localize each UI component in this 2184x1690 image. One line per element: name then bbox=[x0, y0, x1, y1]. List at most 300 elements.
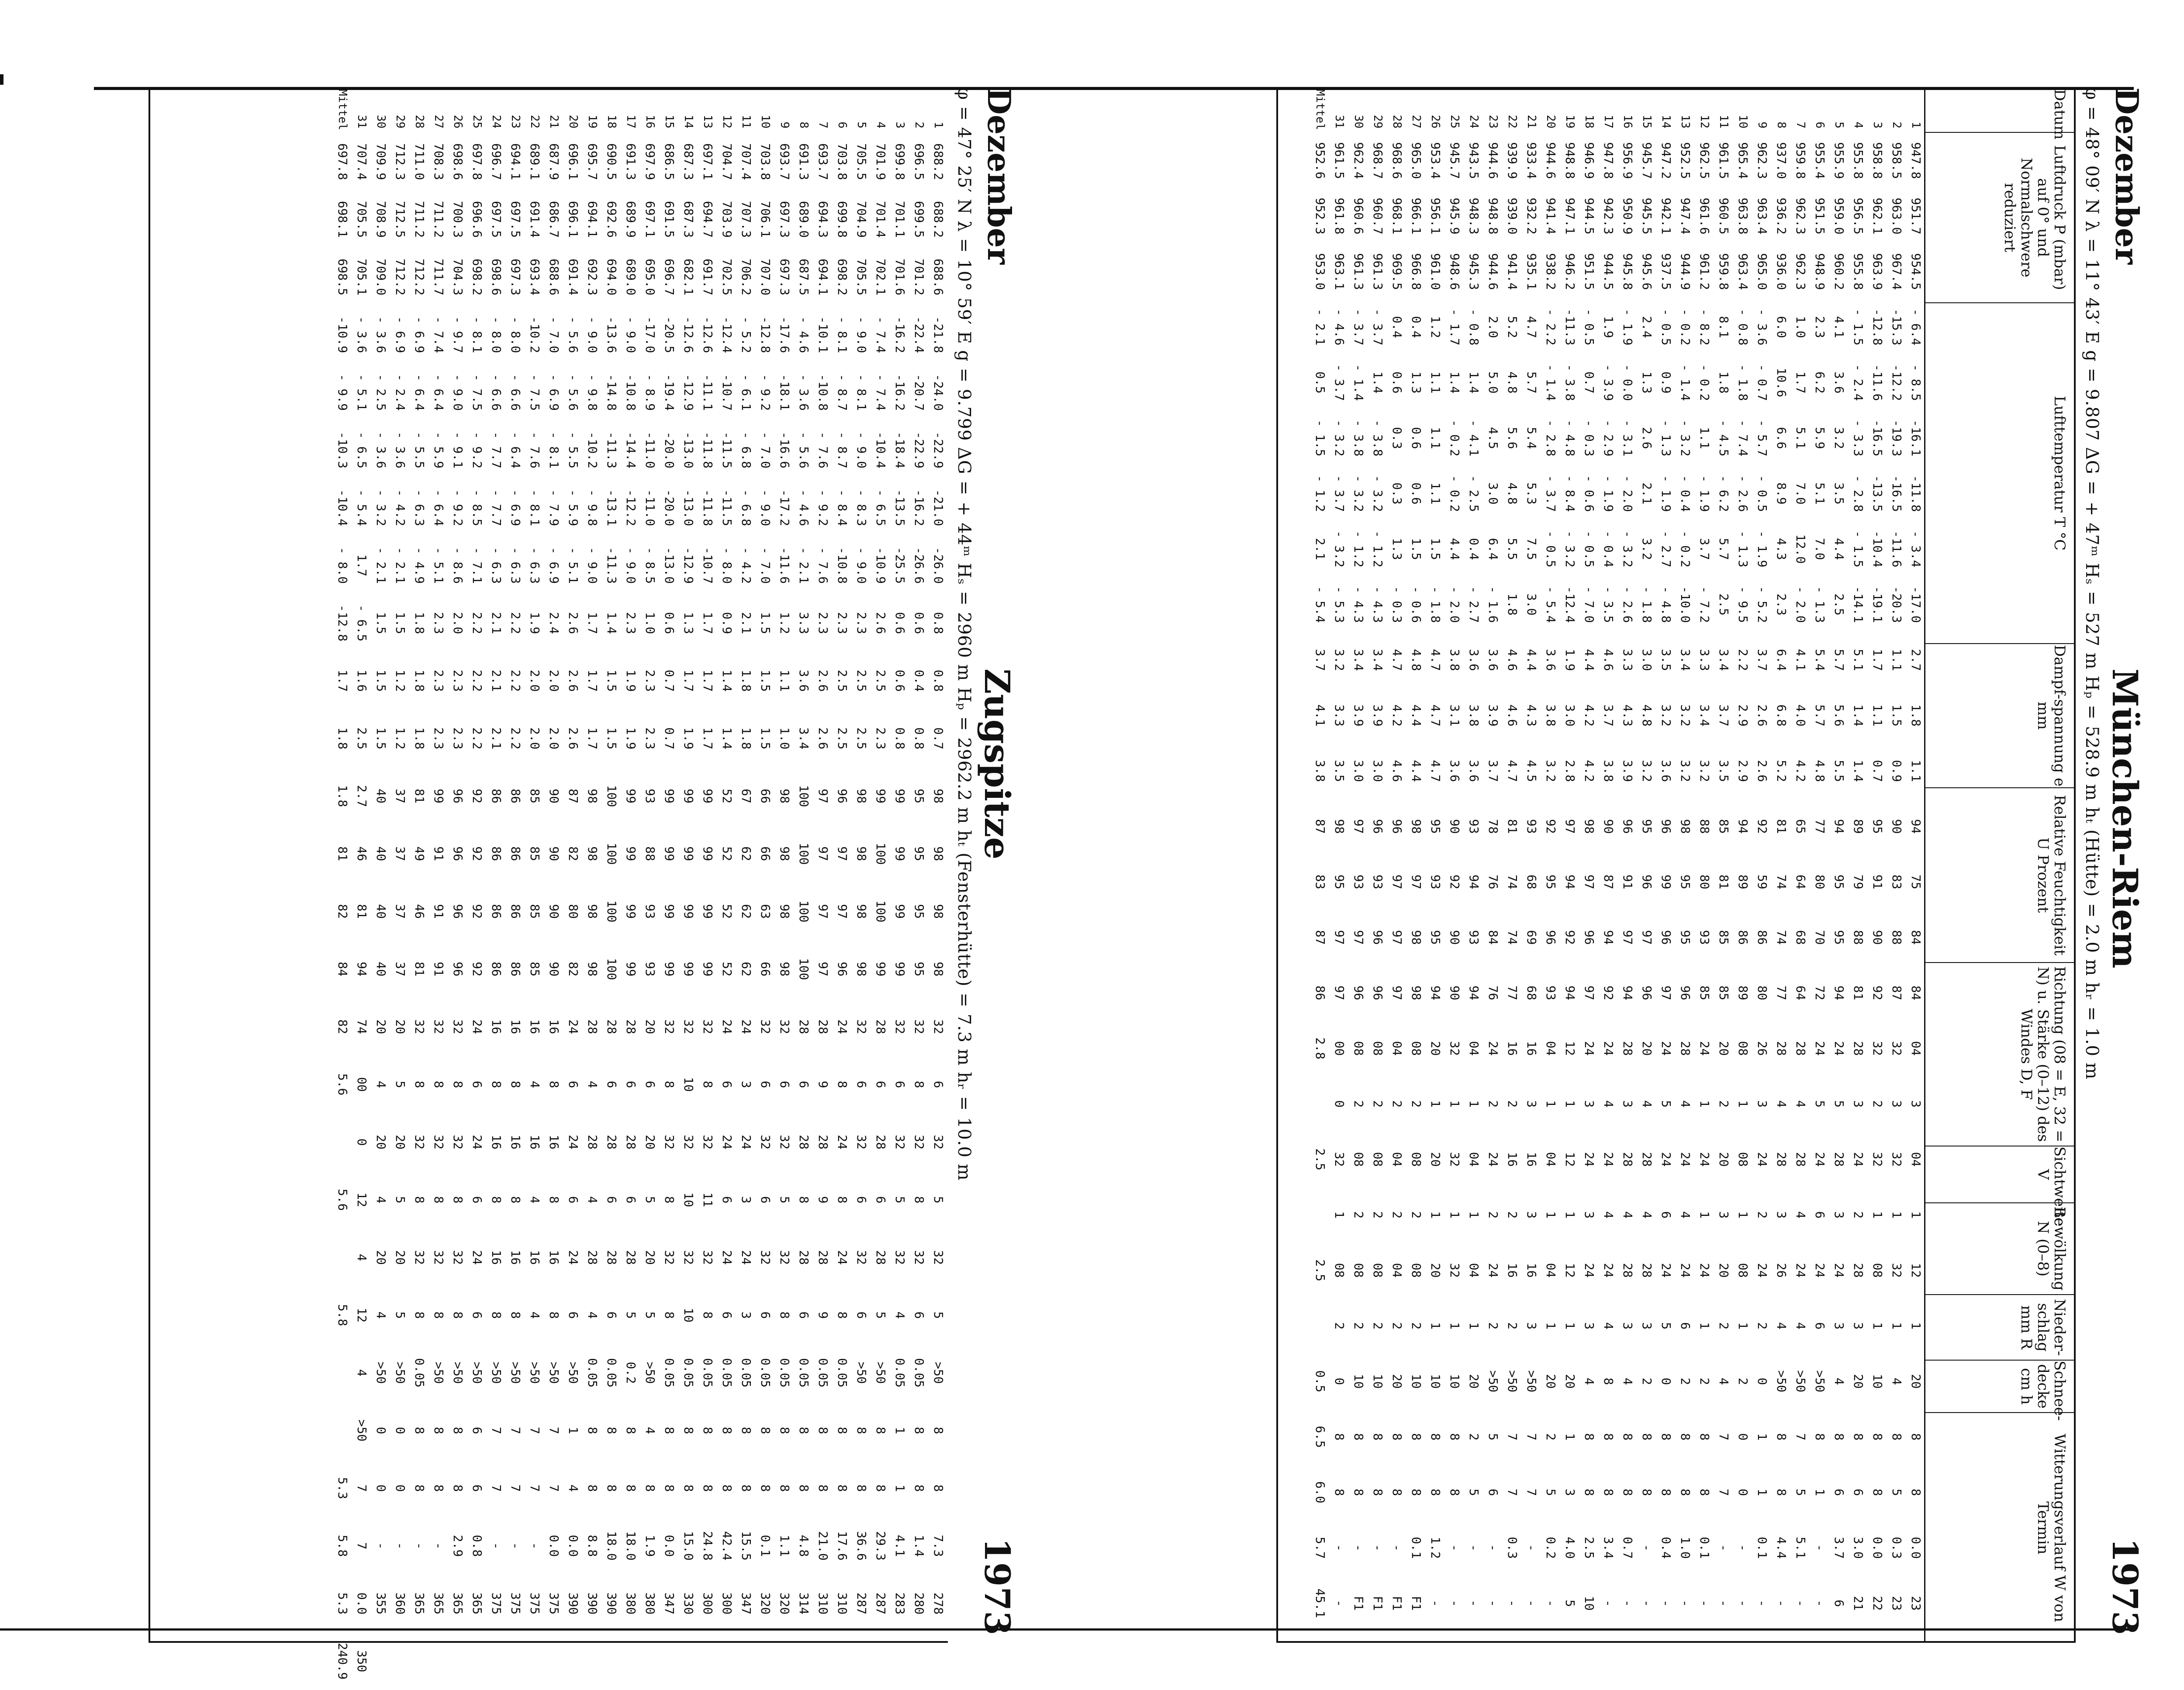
table-cell: 40 bbox=[374, 962, 388, 977]
table-cell: -11.0 bbox=[643, 489, 657, 526]
table-cell: 0.5 bbox=[1313, 371, 1327, 394]
table-cell: F1 bbox=[1409, 1596, 1424, 1611]
table-cell: 95 bbox=[912, 904, 926, 919]
table-cell: - 2.2 bbox=[1544, 308, 1558, 346]
table-cell: - 6.8 bbox=[739, 431, 753, 469]
table-cell: 8 bbox=[778, 1311, 792, 1319]
table-cell: 82 bbox=[335, 1019, 350, 1034]
table-cell: 63 bbox=[758, 904, 773, 919]
table-cell: 32 bbox=[1448, 1152, 1462, 1167]
table-cell: 7.0 bbox=[1813, 538, 1827, 560]
table-cell: 7.3 bbox=[931, 1534, 946, 1557]
table-cell: 08 bbox=[1351, 1263, 1366, 1278]
table-cell: - 3.2 bbox=[1371, 475, 1385, 512]
table-cell: - 1.8 bbox=[1736, 364, 1750, 401]
table-cell: 28 bbox=[797, 1019, 811, 1034]
table-cell: 365 bbox=[412, 1592, 427, 1615]
table-cell: 0.7 bbox=[931, 727, 946, 750]
table-cell: 688.2 bbox=[931, 143, 946, 180]
table-cell: 1.8 bbox=[412, 612, 427, 634]
table-cell: 0.05 bbox=[720, 1358, 734, 1388]
table-cell: - bbox=[1813, 1544, 1827, 1551]
table-cell: - bbox=[1736, 1600, 1750, 1607]
day-number: 10 bbox=[1736, 114, 1749, 128]
table-cell: 953.4 bbox=[1428, 142, 1443, 179]
table-cell: 945.8 bbox=[1621, 253, 1635, 290]
table-cell: 693.7 bbox=[778, 143, 792, 180]
table-cell: 97 bbox=[835, 904, 850, 919]
table-cell: 6 bbox=[720, 1196, 734, 1204]
table-cell: 95 bbox=[1870, 819, 1885, 834]
table-cell: 8 bbox=[758, 1484, 773, 1492]
table-cell: 2 bbox=[1332, 1322, 1347, 1330]
table-cell: - 8.4 bbox=[1563, 475, 1577, 512]
table-cell: >50 bbox=[489, 1361, 504, 1384]
table-cell: 99 bbox=[701, 904, 715, 919]
table-cell: -24.0 bbox=[931, 374, 946, 411]
table-row bbox=[410, 133, 429, 1645]
table-cell: 2.5 bbox=[874, 669, 888, 692]
table-cell: 962.5 bbox=[1697, 142, 1712, 179]
table-cell: 955.4 bbox=[1813, 142, 1827, 179]
table-cell: 24 bbox=[835, 1019, 850, 1034]
table-cell: - 2.1 bbox=[374, 547, 388, 584]
table-cell: 3.3 bbox=[797, 612, 811, 634]
table-cell: 8 bbox=[854, 1484, 869, 1492]
table-cell: - 1.9 bbox=[1601, 475, 1616, 512]
table-cell: - 7.7 bbox=[489, 489, 504, 526]
day-number: 7 bbox=[816, 121, 829, 128]
table-cell: 8 bbox=[816, 1484, 830, 1492]
table-cell: 3.7 bbox=[1717, 704, 1731, 727]
day-number: 11 bbox=[1717, 114, 1730, 128]
table-cell: 6 bbox=[470, 1427, 484, 1434]
table-cell: - 6.4 bbox=[432, 489, 446, 526]
table-cell: - 4.1 bbox=[1467, 419, 1481, 457]
table-cell: 87 bbox=[1313, 819, 1327, 834]
table-row bbox=[852, 133, 871, 1645]
table-cell: 3.3 bbox=[1332, 704, 1347, 727]
table-cell: 6 bbox=[624, 1196, 638, 1204]
table-cell: 0.8 bbox=[470, 1534, 484, 1557]
table-row bbox=[1503, 133, 1522, 1645]
table-cell: 8 bbox=[662, 1484, 677, 1492]
table-cell: 375 bbox=[489, 1592, 504, 1615]
table-cell: 95 bbox=[912, 846, 926, 861]
table-cell: - 9.8 bbox=[585, 489, 600, 526]
table-cell: - 9.7 bbox=[451, 316, 465, 353]
table-cell: 77 bbox=[1505, 985, 1520, 1001]
table-cell: 96 bbox=[1582, 930, 1597, 945]
table-cell: - 5.6 bbox=[797, 431, 811, 469]
table-cell: - 7.0 bbox=[547, 316, 561, 353]
table-cell: 32 bbox=[931, 1250, 946, 1265]
table-cell: 2 bbox=[1755, 1322, 1769, 1330]
table-cell: 967.4 bbox=[1890, 253, 1904, 290]
table-cell: 3.4 bbox=[1601, 1537, 1616, 1559]
table-cell: 3 bbox=[1524, 1100, 1539, 1108]
table-cell: 8 bbox=[739, 1484, 753, 1492]
table-cell: 28 bbox=[585, 1250, 600, 1265]
table-cell: 1 bbox=[1697, 1211, 1712, 1219]
table-cell: 5 bbox=[393, 1080, 408, 1088]
table-cell: 28 bbox=[1774, 1152, 1789, 1167]
day-number: 16 bbox=[643, 114, 657, 128]
table-cell: - 8.7 bbox=[835, 431, 850, 469]
table-cell: - 0.3 bbox=[1390, 586, 1404, 623]
table-cell: - 6.6 bbox=[508, 374, 523, 411]
table-cell: 5 bbox=[1890, 1489, 1904, 1496]
table-cell: 2.3 bbox=[854, 612, 869, 634]
table-cell: 686.7 bbox=[547, 201, 561, 238]
table-cell: - 5.5 bbox=[566, 431, 581, 469]
table-cell: -21.0 bbox=[931, 489, 946, 526]
table-cell: 5.7 bbox=[1313, 1537, 1327, 1559]
table-cell: 6 bbox=[1813, 1322, 1827, 1330]
table-cell: 95 bbox=[1678, 930, 1693, 945]
table-cell: - 8.4 bbox=[835, 489, 850, 526]
table-cell: 962.3 bbox=[1755, 142, 1769, 179]
table-cell: 966.1 bbox=[1409, 197, 1424, 235]
table-cell: 1.5 bbox=[374, 727, 388, 750]
table-cell: - bbox=[1448, 1600, 1462, 1607]
table-cell: 7 bbox=[355, 1542, 369, 1550]
table-cell: 32 bbox=[1890, 1041, 1904, 1056]
table-cell: 6 bbox=[1851, 1489, 1866, 1496]
table-cell: - 2.0 bbox=[1621, 475, 1635, 512]
table-cell: -22.4 bbox=[912, 316, 926, 353]
table-cell: 1 bbox=[1544, 1211, 1558, 1219]
table-cell: 8 bbox=[739, 1427, 753, 1434]
table-cell: 4 bbox=[1678, 1100, 1693, 1108]
table-cell: 96 bbox=[1659, 819, 1673, 834]
weather-table bbox=[1276, 87, 2076, 1643]
table-cell: 3.9 bbox=[1351, 704, 1366, 727]
table-cell: 45.1 bbox=[1313, 1588, 1327, 1618]
table-cell: 963.4 bbox=[1736, 253, 1750, 290]
table-cell: 28 bbox=[1640, 1263, 1654, 1278]
table-cell: 64 bbox=[1794, 985, 1808, 1001]
table-cell: -11.1 bbox=[701, 374, 715, 411]
table-cell: 32 bbox=[412, 1019, 427, 1034]
table-cell: 1 bbox=[1563, 1100, 1577, 1108]
table-cell: - 3.6 bbox=[797, 374, 811, 411]
table-cell: 78 bbox=[1486, 819, 1500, 834]
table-cell: 3.2 bbox=[1659, 704, 1673, 727]
table-cell: 87 bbox=[566, 789, 581, 803]
table-cell: 0.6 bbox=[893, 612, 907, 634]
table-cell: 960.7 bbox=[1371, 197, 1385, 235]
table-cell: 5 bbox=[1486, 1433, 1500, 1441]
table-cell: - 5.1 bbox=[432, 547, 446, 584]
table-cell: 0.6 bbox=[893, 669, 907, 692]
table-cell: 65 bbox=[1794, 819, 1808, 834]
table-cell: 4 bbox=[374, 1311, 388, 1319]
table-cell: 3.3 bbox=[1697, 649, 1712, 671]
table-cell: 960.5 bbox=[1717, 197, 1731, 235]
table-cell: 8 bbox=[1909, 1433, 1923, 1441]
table-row bbox=[467, 133, 487, 1645]
table-cell: 711.7 bbox=[432, 258, 446, 296]
table-cell: 691.7 bbox=[701, 258, 715, 296]
table-cell: 2.3 bbox=[432, 727, 446, 750]
table-cell: - 3.8 bbox=[1371, 419, 1385, 457]
table-cell: 92 bbox=[1563, 930, 1577, 945]
table-cell: 97 bbox=[1563, 819, 1577, 834]
table-cell: -16.5 bbox=[1890, 475, 1904, 512]
table-cell: 697.1 bbox=[701, 143, 715, 180]
table-cell: - 1.7 bbox=[1448, 308, 1462, 346]
table-cell: -13.0 bbox=[681, 489, 696, 526]
table-row bbox=[1618, 133, 1637, 1645]
table-cell: - bbox=[1467, 1600, 1481, 1607]
table-cell: - 9.0 bbox=[624, 316, 638, 353]
table-cell: - 9.5 bbox=[1736, 586, 1750, 623]
table-cell: 688.6 bbox=[547, 258, 561, 296]
table-cell: 40 bbox=[374, 904, 388, 919]
table-cell: -12.8 bbox=[758, 316, 773, 353]
table-cell: 10 bbox=[681, 1192, 696, 1207]
table-cell: 8.9 bbox=[1774, 482, 1789, 505]
table-cell: 82 bbox=[566, 962, 581, 977]
table-cell: 5 bbox=[1794, 1489, 1808, 1496]
table-cell: - 1.8 bbox=[1428, 586, 1443, 623]
table-cell: 04 bbox=[1467, 1263, 1481, 1278]
table-cell: -13.6 bbox=[605, 316, 619, 353]
table-cell: 8 bbox=[1332, 1489, 1347, 1496]
table-cell: 8 bbox=[432, 1484, 446, 1492]
table-cell: 04 bbox=[1390, 1152, 1404, 1167]
table-cell: 1.7 bbox=[1870, 649, 1885, 671]
table-cell: 04 bbox=[1544, 1263, 1558, 1278]
table-cell: 08 bbox=[1332, 1263, 1347, 1278]
table-cell: 52 bbox=[720, 789, 734, 803]
day-number: 8 bbox=[797, 121, 810, 128]
table-cell: 0.3 bbox=[1505, 1537, 1520, 1559]
table-cell: - 2.8 bbox=[1544, 419, 1558, 457]
table-cell: 961.8 bbox=[1332, 197, 1347, 235]
table-cell: -12.4 bbox=[720, 316, 734, 353]
table-cell: 5.9 bbox=[1813, 427, 1827, 449]
table-cell: 1.1 bbox=[1697, 427, 1712, 449]
table-cell: 32 bbox=[758, 1250, 773, 1265]
table-cell: - 3.2 bbox=[1563, 530, 1577, 568]
table-cell: 98 bbox=[854, 904, 869, 919]
table-cell: 99 bbox=[624, 789, 638, 803]
table-cell: -17.0 bbox=[1909, 586, 1923, 623]
day-number: 25 bbox=[470, 114, 484, 128]
table-cell: 3.4 bbox=[1678, 649, 1693, 671]
header-lufttemperatur: Lufttemperatur T °C bbox=[1925, 303, 2074, 644]
table-cell: 944.5 bbox=[1601, 253, 1616, 290]
table-cell: - 6.9 bbox=[547, 374, 561, 411]
table-cell: - 0.8 bbox=[1736, 308, 1750, 346]
table-cell: 20 bbox=[1428, 1041, 1443, 1056]
table-cell: 695.7 bbox=[585, 143, 600, 180]
table-cell: -10.8 bbox=[624, 374, 638, 411]
table-cell: 97 bbox=[816, 846, 830, 861]
table-cell: 10 bbox=[1870, 1374, 1885, 1389]
table-cell: 93 bbox=[643, 904, 657, 919]
table-cell: 4.6 bbox=[1505, 704, 1520, 727]
table-cell: 32 bbox=[778, 1019, 792, 1034]
table-cell: 948.3 bbox=[1467, 197, 1481, 235]
table-cell: 2.3 bbox=[451, 669, 465, 692]
day-number: 5 bbox=[855, 121, 868, 128]
table-cell: 5 bbox=[893, 1196, 907, 1204]
day-number: 13 bbox=[1679, 114, 1692, 128]
table-cell: 3.8 bbox=[1448, 649, 1462, 671]
table-cell: 24 bbox=[566, 1019, 581, 1034]
table-cell: 4.5 bbox=[1486, 427, 1500, 449]
table-cell: 08 bbox=[1736, 1152, 1750, 1167]
table-cell: 310 bbox=[816, 1592, 830, 1615]
table-cell: 74 bbox=[1505, 930, 1520, 945]
table-cell: 698.2 bbox=[835, 258, 850, 296]
table-cell: 3.7 bbox=[1601, 704, 1616, 727]
table-cell: 945.5 bbox=[1640, 197, 1654, 235]
table-cell: - bbox=[1774, 1600, 1789, 1607]
table-cell: 32 bbox=[1870, 1152, 1885, 1167]
table-cell: 3.4 bbox=[797, 727, 811, 750]
table-cell: 8.8 bbox=[585, 1534, 600, 1557]
table-cell: -11.8 bbox=[1909, 475, 1923, 512]
table-cell: 83 bbox=[1313, 874, 1327, 890]
table-cell: 66 bbox=[758, 846, 773, 861]
table-cell: 8 bbox=[835, 1196, 850, 1204]
table-cell: 4 bbox=[1640, 1100, 1654, 1108]
table-cell: 969.5 bbox=[1390, 253, 1404, 290]
table-cell: 6 bbox=[470, 1080, 484, 1088]
table-cell: 4.4 bbox=[1774, 1537, 1789, 1559]
table-cell: 28 bbox=[585, 1135, 600, 1150]
table-cell: 99 bbox=[662, 904, 677, 919]
table-cell: - bbox=[1640, 1544, 1654, 1551]
table-cell: 961.3 bbox=[1351, 253, 1366, 290]
table-cell: 7 bbox=[1505, 1489, 1520, 1496]
table-cell: 6 bbox=[1486, 1489, 1500, 1496]
table-cell: 24 bbox=[1486, 1152, 1500, 1167]
table-cell: 84 bbox=[1909, 985, 1923, 1001]
table-cell: 5 bbox=[643, 1196, 657, 1204]
table-cell: 99 bbox=[701, 846, 715, 861]
table-cell: 89 bbox=[1851, 819, 1866, 834]
table-cell: 6 bbox=[931, 1080, 946, 1088]
table-cell: 390 bbox=[585, 1592, 600, 1615]
table-cell: 7 bbox=[528, 1484, 542, 1492]
table-cell: 1.7 bbox=[1794, 371, 1808, 394]
table-cell: - 7.4 bbox=[874, 316, 888, 353]
table-cell: 965.0 bbox=[1755, 253, 1769, 290]
table-cell: 0.9 bbox=[1659, 371, 1673, 394]
table-cell: >50 bbox=[374, 1361, 388, 1384]
table-cell: - 3.1 bbox=[1621, 419, 1635, 457]
table-cell: 94 bbox=[1601, 930, 1616, 945]
table-cell: - 3.7 bbox=[1371, 308, 1385, 346]
table-cell: 965.4 bbox=[1736, 142, 1750, 179]
table-cell: 0.6 bbox=[912, 612, 926, 634]
table-cell: 6 bbox=[778, 1080, 792, 1088]
table-cell: 32 bbox=[912, 1019, 926, 1034]
table-cell: 96 bbox=[451, 962, 465, 977]
table-cell: 90 bbox=[547, 962, 561, 977]
table-cell: -11.6 bbox=[778, 547, 792, 584]
table-cell: 85 bbox=[1717, 930, 1731, 945]
table-cell: 962.1 bbox=[1870, 197, 1885, 235]
table-cell: 42.4 bbox=[720, 1531, 734, 1561]
table-cell: - bbox=[1486, 1544, 1500, 1551]
table-cell: 6 bbox=[1813, 1211, 1827, 1219]
table-cell: - bbox=[1332, 1544, 1347, 1551]
table-cell: 365 bbox=[470, 1592, 484, 1615]
table-cell: 699.8 bbox=[893, 143, 907, 180]
table-cell: 951.7 bbox=[1909, 197, 1923, 235]
table-cell: 32 bbox=[758, 1135, 773, 1150]
table-cell: 960.2 bbox=[1832, 253, 1846, 290]
table-cell: 28 bbox=[605, 1250, 619, 1265]
mittel-row bbox=[1310, 133, 1330, 1645]
table-cell: 287 bbox=[874, 1592, 888, 1615]
table-cell: 100 bbox=[797, 900, 811, 923]
table-cell: -12.9 bbox=[681, 374, 696, 411]
table-cell: 6 bbox=[470, 1484, 484, 1492]
table-cell: 8 bbox=[778, 1427, 792, 1434]
table-cell: 705.1 bbox=[355, 258, 369, 296]
table-cell: 700.3 bbox=[451, 201, 465, 238]
day-number: 11 bbox=[740, 114, 753, 128]
table-cell: 4.4 bbox=[1524, 649, 1539, 671]
table-cell: - 2.9 bbox=[1601, 419, 1616, 457]
table-cell: 98 bbox=[931, 846, 946, 861]
table-cell: 32 bbox=[854, 1135, 869, 1150]
table-cell: 24 bbox=[739, 1135, 753, 1150]
table-cell: 947.8 bbox=[1909, 142, 1923, 179]
table-cell: 5.6 bbox=[1505, 427, 1520, 449]
table-cell: 6 bbox=[1832, 1600, 1846, 1607]
table-cell: 2 bbox=[1371, 1211, 1385, 1219]
table-cell: 1 bbox=[1736, 1211, 1750, 1219]
table-cell: - bbox=[1448, 1544, 1462, 1551]
table-cell: - 1.8 bbox=[1640, 586, 1654, 623]
table-cell: - 9.2 bbox=[758, 374, 773, 411]
table-cell: -11.8 bbox=[701, 431, 715, 469]
table-cell: 28 bbox=[874, 1019, 888, 1034]
table-cell: 4.2 bbox=[1582, 704, 1597, 727]
table-row bbox=[1733, 133, 1752, 1645]
table-cell: 96 bbox=[1544, 930, 1558, 945]
table-cell: 82 bbox=[566, 846, 581, 861]
table-cell: 1.9 bbox=[1601, 316, 1616, 338]
table-cell: -10.4 bbox=[1870, 530, 1885, 568]
table-cell: 300 bbox=[701, 1592, 715, 1615]
table-cell: 32 bbox=[931, 1135, 946, 1150]
table-cell: 68 bbox=[1524, 985, 1539, 1001]
table-cell: 933.4 bbox=[1524, 142, 1539, 179]
table-cell: 0 bbox=[1332, 1378, 1347, 1385]
day-number: 19 bbox=[586, 114, 599, 128]
table-cell: >50 bbox=[470, 1361, 484, 1384]
table-cell: 52 bbox=[720, 904, 734, 919]
table-cell: 10 bbox=[1582, 1596, 1597, 1611]
table-cell: 3 bbox=[1524, 1211, 1539, 1219]
table-cell: 86 bbox=[508, 962, 523, 977]
table-cell: 712.3 bbox=[393, 143, 408, 180]
table-cell: 85 bbox=[528, 789, 542, 803]
table-cell: 3 bbox=[1832, 1322, 1846, 1330]
table-row bbox=[544, 133, 563, 1645]
table-cell: 3.6 bbox=[1544, 649, 1558, 671]
day-number: 25 bbox=[1448, 114, 1461, 128]
